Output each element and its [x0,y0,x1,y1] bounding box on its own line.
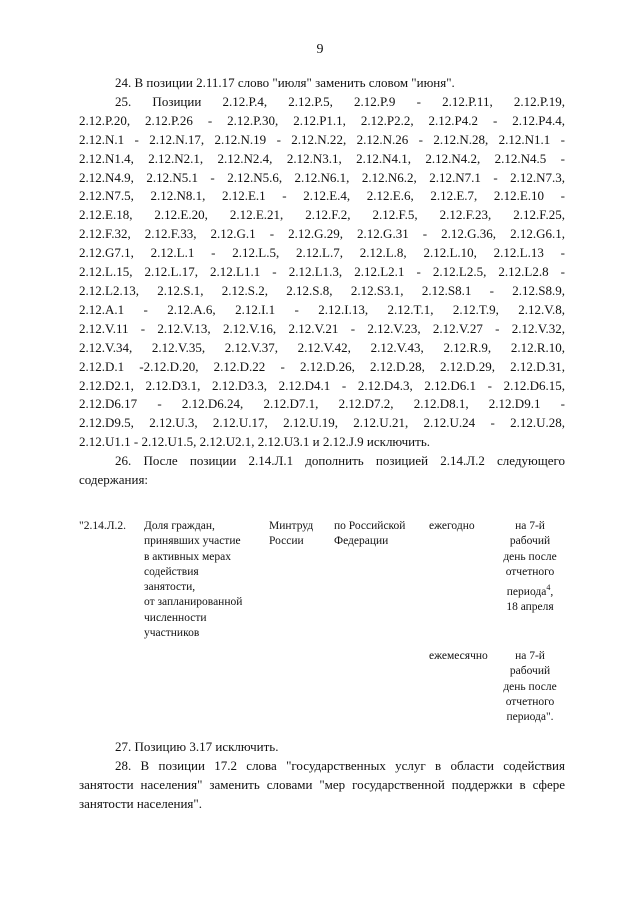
item-25-line: 2.12.D6.17 - 2.12.D6.24, 2.12.D7.1, 2.12.D7.2, 2.12.D8.1, 2.12.D9.1 - [79,396,565,412]
responsible-agency: Минтруд России [269,520,314,548]
document-body [79,74,565,490]
item-25-line: 2.12.N.1 - 2.12.N.17, 2.12.N.19 - 2.12.N.22, 2.12.N.26 - 2.12.N.28, 2.12.N1.1 - [79,131,565,147]
item-25-line: 2.12.N7.5, 2.12.N8.1, 2.12.E.1 - 2.12.E.4, 2.12.E.6, 2.12.E.7, 2.12.E.10 - [79,188,565,204]
data-level: по Российской Федерации [334,520,406,548]
paragraph-item-27: 27. Позицию 3.17 исключить. [115,739,279,754]
item-25-line: 2.12.G7.1, 2.12.L.1 - 2.12.L.5, 2.12.L.7, 2.12.L.8, 2.12.L.10, 2.12.L.13 - [79,245,565,261]
item-25-line: 2.12.U1.1 - 2.12.U1.5, 2.12.U2.1, 2.12.U3.1 и 2.12.J.9 исключить. [79,434,430,450]
item-25-line: 2.12.N4.9, 2.12.N5.1 - 2.12.N5.6, 2.12.N6.1, 2.12.N6.2, 2.12.N7.1 - 2.12.N7.3, [79,169,565,185]
periodicity-annual: ежегодно [429,520,475,532]
item-25-line: 2.12.L.15, 2.12.L.17, 2.12.L1.1 - 2.12.L1.3, 2.12.L2.1 - 2.12.L2.5, 2.12.L2.8 - [79,264,565,280]
item-25-line: 2.12.L2.13, 2.12.S.1, 2.12.S.2, 2.12.S.8, 2.12.S3.1, 2.12.S8.1 - 2.12.S8.9, [79,282,565,298]
item-25-line: 2.12.D9.5, 2.12.U.3, 2.12.U.17, 2.12.U.19, 2.12.U.21, 2.12.U.24 - 2.12.U.28, [79,415,565,431]
item-25-line: 2.12.A.1 - 2.12.A.6, 2.12.I.1 - 2.12.I.13, 2.12.T.1, 2.12.T.9, 2.12.V.8, [79,301,565,317]
item-25-line: 2.12.D.1 -2.12.D.20, 2.12.D.22 - 2.12.D.26, 2.12.D.28, 2.12.D.29, 2.12.D.31, [79,358,565,374]
item-25-line: 2.12.E.18, 2.12.E.20, 2.12.E.21, 2.12.F.2, 2.12.F.5, 2.12.F.23, 2.12.F.25, [79,207,565,223]
paragraph-item-26: 26. После позиции 2.14.Л.1 дополнить позицией 2.14.Л.2 следующего содержания: [79,453,565,488]
item-25-line: 2.12.N1.4, 2.12.N2.1, 2.12.N2.4, 2.12.N3.1, 2.12.N4.1, 2.12.N4.2, 2.12.N4.5 - [79,150,565,166]
item-25-line: 25. Позиции 2.12.Р.4, 2.12.Р.5, 2.12.Р.9 - 2.12.Р.11, 2.12.Р.19, [115,93,565,109]
paragraph-item-24: 24. В позиции 2.11.17 слово "июля" заменить словом "июня". [115,75,455,90]
item-25-line: 2.12.D2.1, 2.12.D3.1, 2.12.D3.3, 2.12.D4.1 - 2.12.D4.3, 2.12.D6.1 - 2.12.D6.15, [79,377,565,393]
deadline-annual: на 7-й рабочий день после отчетного периода$^4$, 18 апреля [503,520,557,614]
periodicity-monthly: ежемесячно [429,650,488,662]
deadline-monthly: на 7-й рабочий день после отчетного периода". [503,650,557,724]
item-25-line: 2.12.Р.20, 2.12.Р.26 - 2.12.Р.30, 2.12.Р1.1, 2.12.Р2.2, 2.12.Р4.2 - 2.12.Р4.4, [79,112,565,128]
item-25-line: 2.12.V.11 - 2.12.V.13, 2.12.V.16, 2.12.V.21 - 2.12.V.23, 2.12.V.27 - 2.12.V.32, [79,320,565,336]
footnote-mark: 4 [546,583,551,593]
paragraph-item-25 [79,93,565,452]
position-code: "2.14.Л.2. [79,520,126,532]
document-body-continued [79,738,565,814]
item-25-line: 2.12.V.34, 2.12.V.35, 2.12.V.37, 2.12.V.42, 2.12.V.43, 2.12.R.9, 2.12.R.10, [79,339,565,355]
item-25-line: 2.12.F.32, 2.12.F.33, 2.12.G.1 - 2.12.G.29, 2.12.G.31 - 2.12.G.36, 2.12.G6.1, [79,226,565,242]
indicator-name: Доля граждан, принявших участие в активных мерах содействия занятости, от запланированной численности участников [144,520,243,640]
page-number: 9 [316,42,324,57]
paragraph-item-28: 28. В позиции 17.2 слова "государственных услуг в области содействия занятости населения" заменить словами "мер государственной поддержки в сфере занятости населения". [79,757,565,811]
